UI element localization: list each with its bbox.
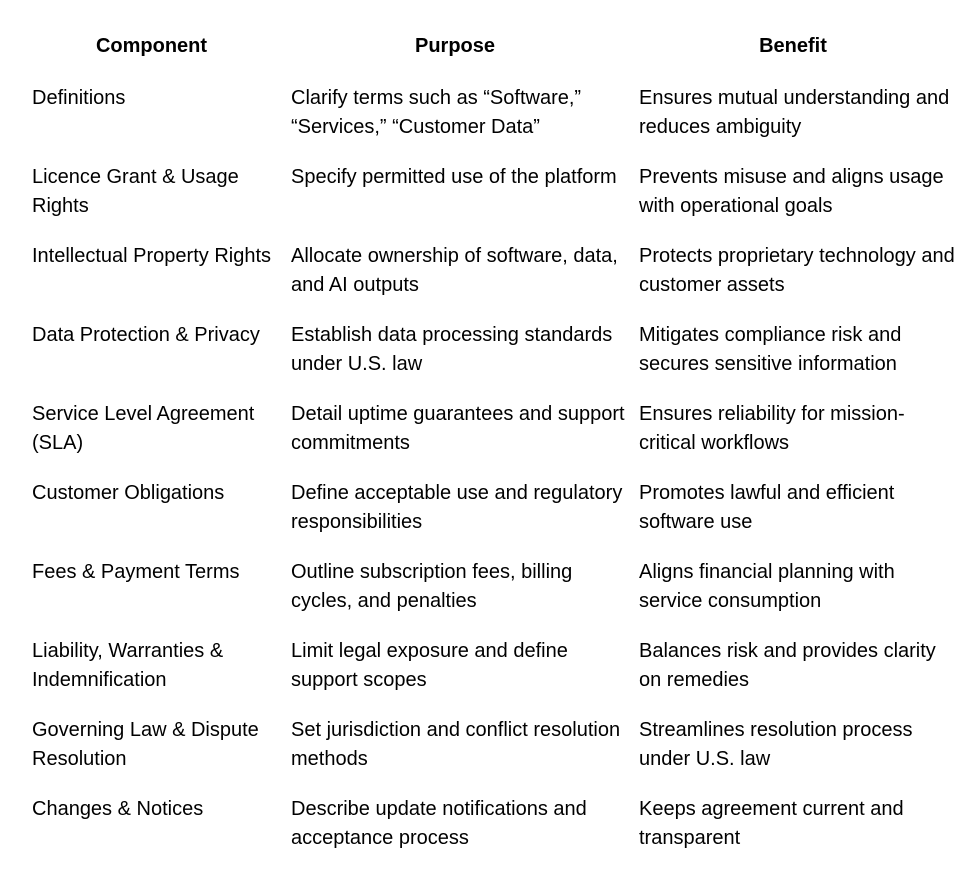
cell-component: Licence Grant & Usage Rights — [32, 166, 239, 217]
table-row — [22, 62, 957, 163]
cell-purpose: Establish data processing standards under U.S. law — [291, 324, 613, 375]
table-row — [22, 242, 957, 321]
table-row — [22, 479, 957, 558]
cell-component: Service Level Agreement (SLA) — [32, 403, 255, 454]
table-row — [22, 163, 957, 242]
cell-benefit: Ensures mutual understanding and reduces ambiguity — [639, 87, 950, 138]
cell-benefit: Promotes lawful and efficient software use — [639, 482, 895, 533]
cell-benefit: Keeps agreement current and transparent — [639, 798, 904, 849]
cell-benefit: Protects proprietary technology and customer assets — [639, 245, 955, 296]
cell-component: Governing Law & Dispute Resolution — [32, 719, 259, 770]
table-row — [22, 558, 957, 637]
cell-benefit: Prevents misuse and aligns usage with operational goals — [639, 166, 944, 217]
cell-component: Data Protection & Privacy — [32, 324, 260, 346]
cell-component: Customer Obligations — [32, 482, 225, 504]
table-row — [22, 795, 957, 874]
cell-component: Fees & Payment Terms — [32, 561, 240, 583]
cell-purpose: Outline subscription fees, billing cycles, and penalties — [291, 561, 573, 612]
cell-benefit: Mitigates compliance risk and secures sensitive information — [639, 324, 902, 375]
table-row — [22, 637, 957, 716]
cell-benefit: Ensures reliability for mission-critical workflows — [639, 403, 905, 454]
cell-component: Liability, Warranties & Indemnification — [32, 640, 224, 691]
cell-purpose: Limit legal exposure and define support scopes — [291, 640, 568, 691]
table-row — [22, 400, 957, 479]
table-row — [22, 716, 957, 795]
agreement-components-table — [22, 30, 957, 874]
table-row — [22, 321, 957, 400]
header-component: Component — [95, 35, 208, 57]
cell-purpose: Detail uptime guarantees and support commitments — [291, 403, 625, 454]
cell-component: Intellectual Property Rights — [32, 245, 272, 267]
table-header-row — [22, 30, 957, 62]
cell-purpose: Clarify terms such as “Software,” “Services,” “Customer Data” — [291, 87, 582, 138]
header-purpose: Purpose — [414, 35, 496, 57]
cell-component: Definitions — [32, 87, 126, 109]
cell-purpose: Define acceptable use and regulatory responsibilities — [291, 482, 623, 533]
cell-benefit: Aligns financial planning with service consumption — [639, 561, 895, 612]
cell-component: Changes & Notices — [32, 798, 204, 820]
cell-purpose: Allocate ownership of software, data, and AI outputs — [291, 245, 618, 296]
cell-purpose: Set jurisdiction and conflict resolution methods — [291, 719, 621, 770]
cell-purpose: Specify permitted use of the platform — [291, 166, 617, 188]
cell-purpose: Describe update notifications and acceptance process — [291, 798, 587, 849]
cell-benefit: Balances risk and provides clarity on remedies — [639, 640, 936, 691]
cell-benefit: Streamlines resolution process under U.S. law — [639, 719, 913, 770]
header-benefit: Benefit — [759, 35, 827, 57]
